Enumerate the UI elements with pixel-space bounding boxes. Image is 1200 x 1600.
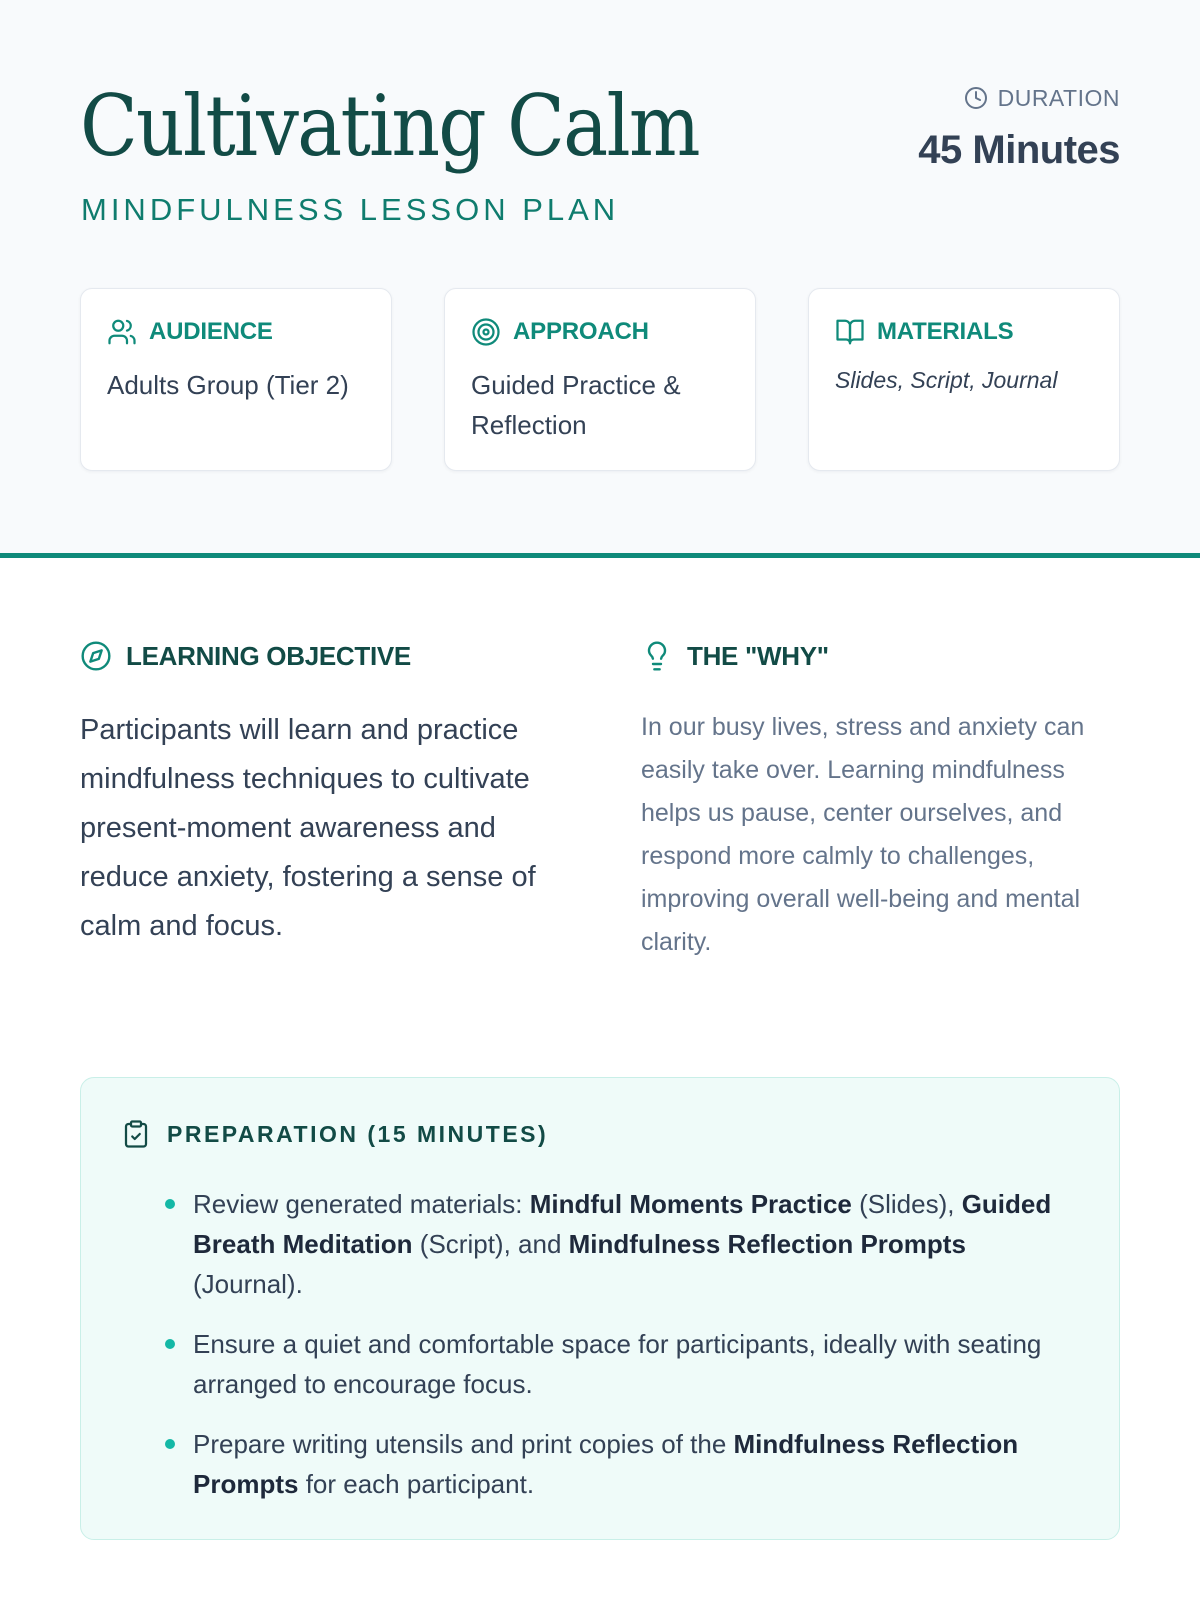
duration: [918, 84, 1120, 173]
audience-value: Adults Group (Tier 2): [107, 370, 349, 400]
item-text: for each participant.: [298, 1469, 535, 1499]
list-item: [121, 1424, 1079, 1504]
materials-card: [808, 288, 1120, 471]
preparation-panel: [80, 1077, 1120, 1540]
item-bold: Mindfulness Reflection Prompts: [193, 1429, 1019, 1499]
compass-icon: [80, 640, 112, 672]
duration-label-row: [918, 84, 1120, 112]
header: [0, 0, 1200, 553]
item-bold: Guided Breath Meditation: [193, 1189, 1052, 1259]
item-bold: Mindfulness Reflection Prompts: [568, 1229, 966, 1259]
item-text: (Slides),: [851, 1189, 962, 1219]
item-text: (Journal).: [193, 1269, 303, 1299]
preparation-title: PREPARATION (15 MINUTES): [167, 1120, 549, 1147]
clipboard-check-icon: [121, 1119, 151, 1149]
preparation-heading: [121, 1118, 1079, 1150]
audience-card: [80, 288, 392, 471]
users-icon: [107, 317, 137, 347]
why-heading: [641, 639, 829, 673]
bullet-icon: [165, 1199, 175, 1209]
list-item: [121, 1184, 1079, 1304]
item-text: Review generated materials:: [193, 1189, 530, 1219]
duration-value: 45 Minutes: [918, 128, 1120, 172]
book-open-icon: [835, 317, 865, 347]
item-bold: Mindful Moments Practice: [529, 1189, 852, 1219]
approach-value: Guided Practice & Reflection: [471, 370, 681, 440]
why-text: In our busy lives, stress and anxiety can easily take over. Learning mindfulness helps us pause, center ourselves, and respond more calmly to challenges, improving overall well-being and mental clarity.: [641, 713, 1085, 956]
bullet-icon: [165, 1339, 175, 1349]
objective-text: Participants will learn and practice mindfulness techniques to cultivate present-moment awareness and reduce anxiety, fostering a sense of calm and focus.: [80, 714, 536, 942]
materials-value: Slides, Script, Journal: [835, 367, 1058, 393]
objective-title: LEARNING OBJECTIVE: [126, 640, 411, 671]
objective-heading: [80, 639, 411, 673]
target-icon: [471, 317, 501, 347]
item-text: (Script), and: [412, 1229, 569, 1259]
clock-icon: [964, 86, 988, 110]
header-divider: [0, 553, 1200, 558]
why-title: THE "WHY": [687, 640, 829, 671]
bullet-icon: [165, 1439, 175, 1449]
preparation-list: [121, 1184, 1079, 1504]
page-title: Cultivating Calm: [80, 77, 699, 175]
item-text: Prepare writing utensils and print copies of the: [193, 1429, 734, 1459]
approach-card: [444, 288, 756, 471]
approach-title: APPROACH: [513, 318, 649, 345]
audience-title: AUDIENCE: [149, 318, 273, 345]
item-text: Ensure a quiet and comfortable space for participants, ideally with seating arranged to encourage focus.: [193, 1329, 1042, 1399]
materials-title: MATERIALS: [877, 318, 1014, 345]
page-subtitle: MINDFULNESS LESSON PLAN: [81, 192, 620, 227]
list-item: [121, 1324, 1079, 1404]
duration-label: DURATION: [997, 84, 1120, 111]
lightbulb-icon: [641, 640, 673, 672]
